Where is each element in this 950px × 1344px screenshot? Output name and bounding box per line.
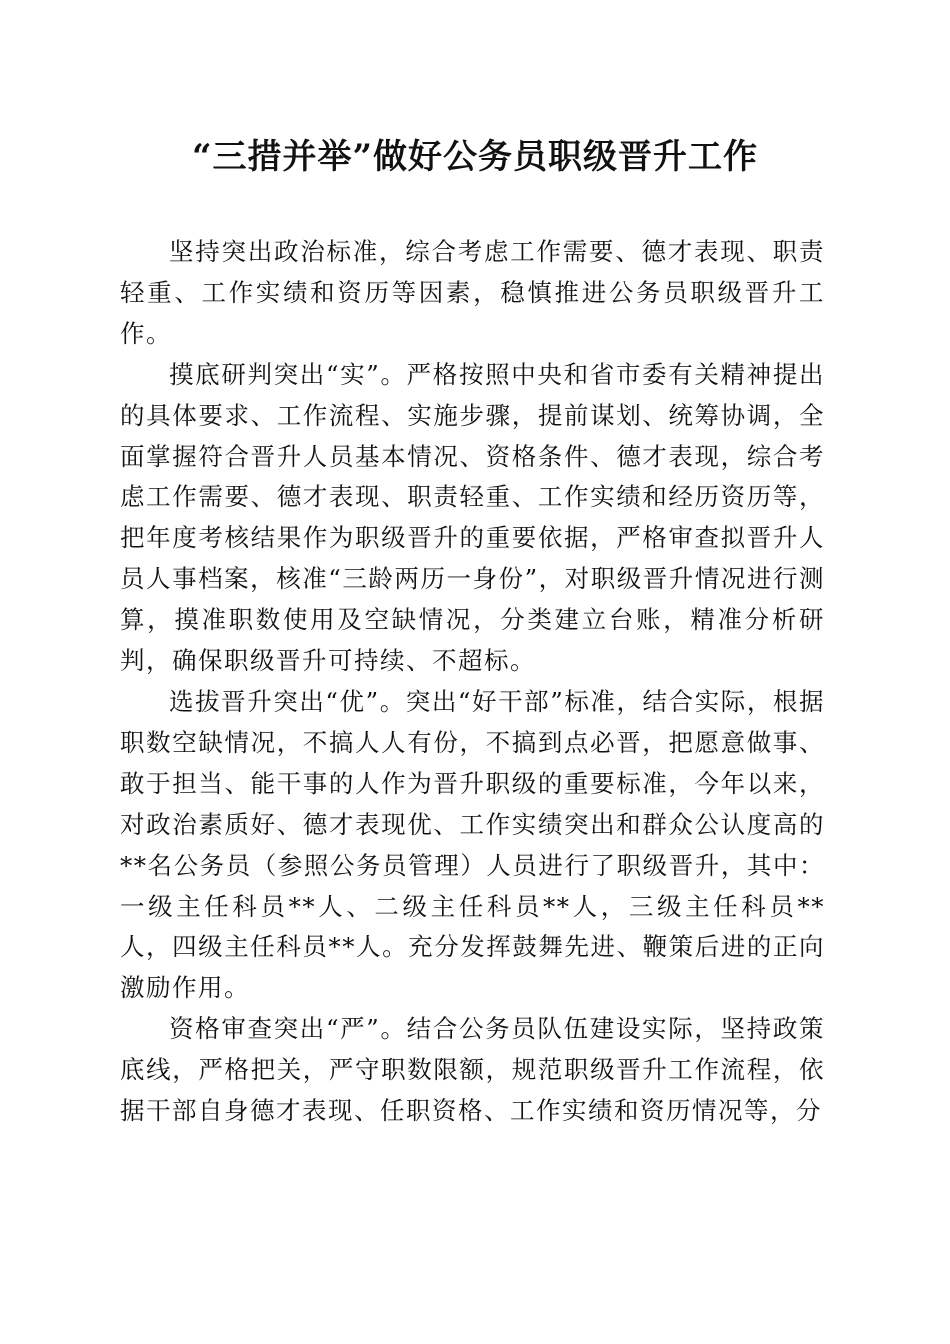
paragraph-intro: 坚持突出政治标准，综合考虑工作需要、德才表现、职责轻重、工作实绩和资历等因素，稳慎推进公务员职级晋升工作。 — [120, 237, 825, 348]
document-title: “三措并举”做好公务员职级晋升工作 — [191, 137, 759, 177]
document-body — [120, 232, 825, 1132]
paragraph-shi: 摸底研判突出“实”。严格按照中央和省市委有关精神提出的具体要求、工作流程、实施步骤，提前谋划、统筹协调，全面掌握符合晋升人员基本情况、资格条件、德才表现，综合考虑工作需要、德才表现、职责轻重、工作实绩和经历资历等，把年度考核结果作为职级晋升的重要依据，严格审查拟晋升人员人事档案，核准“三龄两历一身份”，对职级晋升情况进行测算，摸准职数使用及空缺情况，分类建立台账，精准分析研判，确保职级晋升可持续、不超标。 — [120, 359, 825, 676]
paragraph-yan: 资格审查突出“严”。结合公务员队伍建设实际，坚持政策底线，严格把关，严守职数限额，规范职级晋升工作流程，依据干部自身德才表现、任职资格、工作实绩和资历情况等，分 — [120, 1014, 825, 1126]
paragraph-you: 选拔晋升突出“优”。突出“好干部”标准，结合实际，根据职数空缺情况，不搞人人有份，不搞到点必晋，把愿意做事、敢于担当、能干事的人作为晋升职级的重要标准，今年以来，对政治素质好、德才表现优、工作实绩突出和群众公认度高的**名公务员（参照公务员管理）人员进行了职级晋升，其中：一级主任科员**人、二级主任科员**人，三级主任科员**人，四级主任科员**人。充分发挥鼓舞先进、鞭策后进的正向激励作用。 — [120, 686, 825, 1003]
